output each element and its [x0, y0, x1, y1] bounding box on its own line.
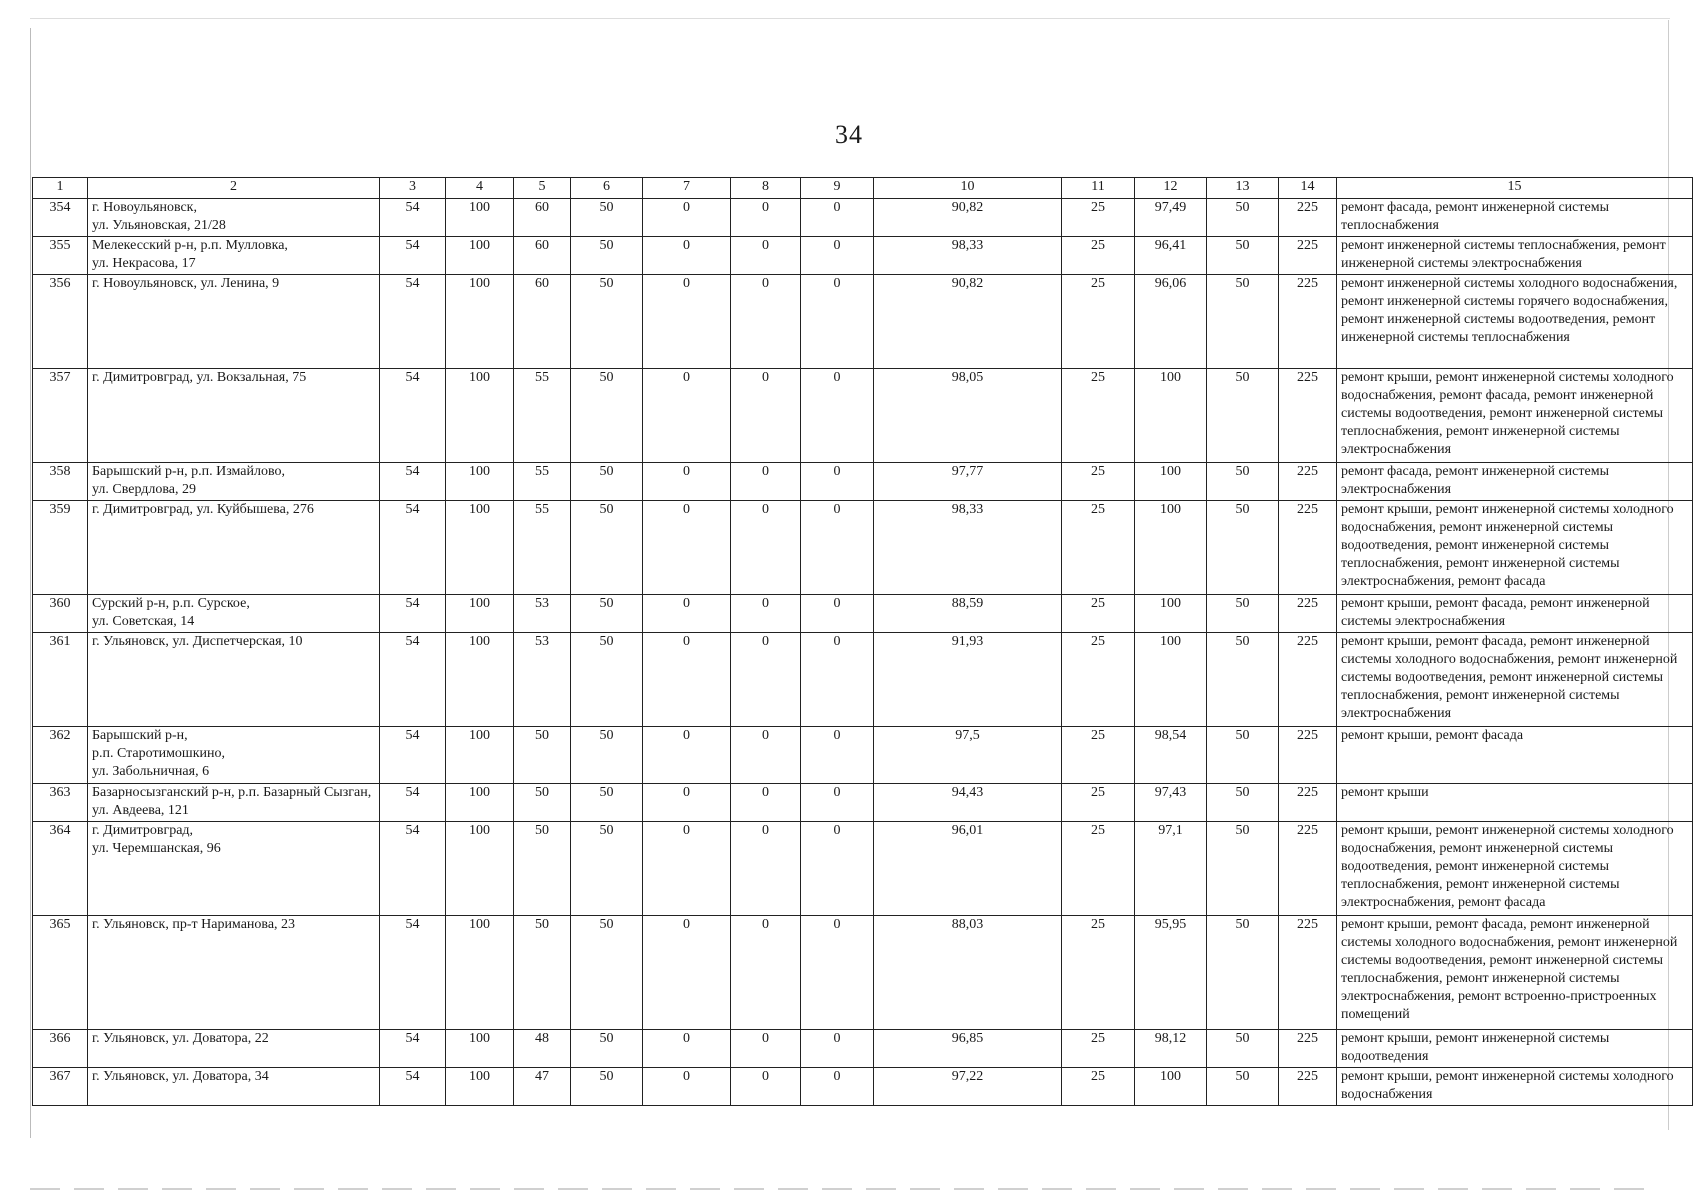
value-cell: 25 — [1062, 1030, 1135, 1068]
value-cell: 0 — [801, 822, 874, 916]
row-number: 366 — [33, 1030, 88, 1068]
row-number: 355 — [33, 237, 88, 275]
table-row — [33, 1068, 1693, 1106]
value-cell: 0 — [801, 1030, 874, 1068]
row-number: 365 — [33, 916, 88, 1030]
value-cell: 88,59 — [874, 595, 1062, 633]
address-cell: Барышский р-н, р.п. Старотимошкино, ул. Забольничная, 6 — [88, 727, 380, 784]
works-cell: ремонт крыши — [1337, 784, 1693, 822]
value-cell: 100 — [446, 727, 514, 784]
row-number: 359 — [33, 501, 88, 595]
table-row — [33, 501, 1693, 595]
address-cell: г. Ульяновск, ул. Доватора, 34 — [88, 1068, 380, 1106]
value-cell: 0 — [801, 916, 874, 1030]
value-cell: 0 — [643, 463, 731, 501]
value-cell: 0 — [731, 275, 801, 369]
address-cell: г. Ульяновск, ул. Доватора, 22 — [88, 1030, 380, 1068]
value-cell: 0 — [731, 237, 801, 275]
table-row — [33, 822, 1693, 916]
works-cell: ремонт крыши, ремонт фасада, ремонт инженерной системы холодного водоснабжения, ремонт инженерной системы водоотведения, ремонт инженерной системы теплоснабжения, ремонт инженерной системы электроснабжения — [1337, 633, 1693, 727]
row-number: 364 — [33, 822, 88, 916]
value-cell: 225 — [1279, 916, 1337, 1030]
table-row — [33, 784, 1693, 822]
column-number: 15 — [1337, 178, 1693, 199]
value-cell: 50 — [1207, 369, 1279, 463]
value-cell: 90,82 — [874, 199, 1062, 237]
value-cell: 50 — [1207, 784, 1279, 822]
value-cell: 0 — [731, 1030, 801, 1068]
value-cell: 50 — [571, 501, 643, 595]
value-cell: 54 — [380, 275, 446, 369]
value-cell: 25 — [1062, 727, 1135, 784]
row-number: 357 — [33, 369, 88, 463]
value-cell: 55 — [514, 501, 571, 595]
value-cell: 225 — [1279, 595, 1337, 633]
value-cell: 50 — [571, 822, 643, 916]
value-cell: 60 — [514, 237, 571, 275]
table-row — [33, 633, 1693, 727]
table-row — [33, 369, 1693, 463]
address-cell: г. Ульяновск, ул. Диспетчерская, 10 — [88, 633, 380, 727]
value-cell: 88,03 — [874, 916, 1062, 1030]
table-row — [33, 463, 1693, 501]
works-cell: ремонт фасада, ремонт инженерной системы электроснабжения — [1337, 463, 1693, 501]
value-cell: 50 — [514, 822, 571, 916]
value-cell: 0 — [731, 633, 801, 727]
value-cell: 0 — [801, 275, 874, 369]
value-cell: 50 — [1207, 822, 1279, 916]
works-cell: ремонт крыши, ремонт инженерной системы холодного водоснабжения, ремонт инженерной системы водоотведения, ремонт инженерной системы теплоснабжения, ремонт инженерной системы электроснабжения, ремонт фасада — [1337, 822, 1693, 916]
value-cell: 50 — [1207, 501, 1279, 595]
value-cell: 0 — [643, 784, 731, 822]
value-cell: 0 — [643, 501, 731, 595]
value-cell: 97,22 — [874, 1068, 1062, 1106]
row-number: 361 — [33, 633, 88, 727]
value-cell: 0 — [801, 369, 874, 463]
value-cell: 0 — [801, 1068, 874, 1106]
table-row — [33, 275, 1693, 369]
value-cell: 50 — [1207, 633, 1279, 727]
value-cell: 0 — [643, 369, 731, 463]
value-cell: 0 — [643, 237, 731, 275]
value-cell: 96,01 — [874, 822, 1062, 916]
value-cell: 0 — [801, 237, 874, 275]
value-cell: 90,82 — [874, 275, 1062, 369]
value-cell: 54 — [380, 199, 446, 237]
value-cell: 0 — [731, 727, 801, 784]
value-cell: 0 — [643, 595, 731, 633]
column-number-row — [33, 178, 1693, 199]
value-cell: 91,93 — [874, 633, 1062, 727]
value-cell: 50 — [1207, 916, 1279, 1030]
works-cell: ремонт фасада, ремонт инженерной системы теплоснабжения — [1337, 199, 1693, 237]
row-number: 360 — [33, 595, 88, 633]
column-number: 1 — [33, 178, 88, 199]
value-cell: 0 — [643, 1030, 731, 1068]
works-cell: ремонт крыши, ремонт инженерной системы холодного водоснабжения, ремонт фасада, ремонт инженерной системы водоотведения, ремонт инженерной системы теплоснабжения, ремонт инженерной системы электроснабжения — [1337, 369, 1693, 463]
address-cell: Барышский р-н, р.п. Измайлово, ул. Свердлова, 29 — [88, 463, 380, 501]
value-cell: 0 — [801, 199, 874, 237]
works-cell: ремонт крыши, ремонт фасада, ремонт инженерной системы электроснабжения — [1337, 595, 1693, 633]
value-cell: 100 — [1135, 501, 1207, 595]
address-cell: г. Новоульяновск, ул. Ульяновская, 21/28 — [88, 199, 380, 237]
row-number: 356 — [33, 275, 88, 369]
column-number: 9 — [801, 178, 874, 199]
value-cell: 100 — [446, 822, 514, 916]
value-cell: 225 — [1279, 727, 1337, 784]
table-row — [33, 1030, 1693, 1068]
value-cell: 50 — [1207, 1068, 1279, 1106]
scan-edge-left — [30, 28, 31, 1138]
value-cell: 25 — [1062, 463, 1135, 501]
value-cell: 0 — [731, 916, 801, 1030]
table-body — [33, 199, 1693, 1106]
value-cell: 25 — [1062, 633, 1135, 727]
column-number: 7 — [643, 178, 731, 199]
value-cell: 225 — [1279, 369, 1337, 463]
works-cell: ремонт крыши, ремонт фасада, ремонт инженерной системы холодного водоснабжения, ремонт инженерной системы водоотведения, ремонт инженерной системы теплоснабжения, ремонт инженерной системы электроснабжения, ремонт встроенно-пристроенных помещений — [1337, 916, 1693, 1030]
value-cell: 225 — [1279, 199, 1337, 237]
repair-register-table — [32, 177, 1693, 1106]
page-number: 34 — [835, 120, 863, 149]
value-cell: 225 — [1279, 275, 1337, 369]
value-cell: 100 — [446, 369, 514, 463]
column-number: 12 — [1135, 178, 1207, 199]
value-cell: 55 — [514, 463, 571, 501]
value-cell: 54 — [380, 237, 446, 275]
value-cell: 0 — [731, 463, 801, 501]
column-number: 11 — [1062, 178, 1135, 199]
value-cell: 50 — [1207, 595, 1279, 633]
value-cell: 0 — [801, 784, 874, 822]
value-cell: 100 — [446, 1068, 514, 1106]
value-cell: 0 — [643, 916, 731, 1030]
value-cell: 0 — [731, 595, 801, 633]
value-cell: 225 — [1279, 237, 1337, 275]
value-cell: 100 — [446, 501, 514, 595]
value-cell: 25 — [1062, 916, 1135, 1030]
value-cell: 0 — [801, 595, 874, 633]
value-cell: 50 — [1207, 463, 1279, 501]
value-cell: 54 — [380, 501, 446, 595]
value-cell: 50 — [571, 275, 643, 369]
value-cell: 100 — [1135, 633, 1207, 727]
value-cell: 50 — [1207, 199, 1279, 237]
works-cell: ремонт крыши, ремонт инженерной системы водоотведения — [1337, 1030, 1693, 1068]
value-cell: 50 — [571, 1030, 643, 1068]
value-cell: 25 — [1062, 784, 1135, 822]
value-cell: 100 — [446, 1030, 514, 1068]
value-cell: 50 — [571, 237, 643, 275]
value-cell: 0 — [643, 1068, 731, 1106]
value-cell: 0 — [801, 463, 874, 501]
column-number: 5 — [514, 178, 571, 199]
value-cell: 0 — [731, 369, 801, 463]
value-cell: 0 — [643, 633, 731, 727]
address-cell: г. Димитровград, ул. Черемшанская, 96 — [88, 822, 380, 916]
works-cell: ремонт крыши, ремонт инженерной системы холодного водоснабжения, ремонт инженерной системы водоотведения, ремонт инженерной системы теплоснабжения, ремонт инженерной системы электроснабжения, ремонт фасада — [1337, 501, 1693, 595]
value-cell: 50 — [571, 727, 643, 784]
value-cell: 50 — [1207, 275, 1279, 369]
address-cell: г. Ульяновск, пр-т Нариманова, 23 — [88, 916, 380, 1030]
value-cell: 100 — [1135, 1068, 1207, 1106]
value-cell: 50 — [571, 199, 643, 237]
table-row — [33, 237, 1693, 275]
value-cell: 100 — [1135, 369, 1207, 463]
value-cell: 50 — [571, 784, 643, 822]
column-number: 4 — [446, 178, 514, 199]
value-cell: 96,41 — [1135, 237, 1207, 275]
value-cell: 97,49 — [1135, 199, 1207, 237]
value-cell: 97,5 — [874, 727, 1062, 784]
value-cell: 97,77 — [874, 463, 1062, 501]
address-cell: Сурский р-н, р.п. Сурское, ул. Советская, 14 — [88, 595, 380, 633]
value-cell: 50 — [514, 727, 571, 784]
value-cell: 25 — [1062, 501, 1135, 595]
value-cell: 0 — [801, 501, 874, 595]
value-cell: 54 — [380, 1030, 446, 1068]
value-cell: 50 — [1207, 1030, 1279, 1068]
value-cell: 100 — [446, 916, 514, 1030]
value-cell: 54 — [380, 822, 446, 916]
value-cell: 54 — [380, 369, 446, 463]
works-cell: ремонт инженерной системы холодного водоснабжения, ремонт инженерной системы горячего водоснабжения, ремонт инженерной системы водоотведения, ремонт инженерной системы теплоснабжения — [1337, 275, 1693, 369]
row-number: 358 — [33, 463, 88, 501]
value-cell: 0 — [731, 784, 801, 822]
value-cell: 98,33 — [874, 237, 1062, 275]
table-row — [33, 595, 1693, 633]
value-cell: 54 — [380, 784, 446, 822]
value-cell: 50 — [571, 369, 643, 463]
value-cell: 54 — [380, 463, 446, 501]
value-cell: 100 — [1135, 595, 1207, 633]
table-row — [33, 199, 1693, 237]
value-cell: 225 — [1279, 1068, 1337, 1106]
scan-edge-top — [30, 18, 1670, 19]
value-cell: 50 — [514, 916, 571, 1030]
works-cell: ремонт крыши, ремонт инженерной системы холодного водоснабжения — [1337, 1068, 1693, 1106]
value-cell: 60 — [514, 275, 571, 369]
value-cell: 0 — [643, 822, 731, 916]
address-cell: г. Новоульяновск, ул. Ленина, 9 — [88, 275, 380, 369]
value-cell: 96,85 — [874, 1030, 1062, 1068]
value-cell: 0 — [731, 1068, 801, 1106]
value-cell: 0 — [643, 275, 731, 369]
column-number: 13 — [1207, 178, 1279, 199]
value-cell: 225 — [1279, 633, 1337, 727]
row-number: 354 — [33, 199, 88, 237]
value-cell: 100 — [446, 463, 514, 501]
value-cell: 97,1 — [1135, 822, 1207, 916]
address-cell: Базарносызганский р-н, р.п. Базарный Сызган, ул. Авдеева, 121 — [88, 784, 380, 822]
value-cell: 225 — [1279, 1030, 1337, 1068]
table-row — [33, 916, 1693, 1030]
value-cell: 50 — [514, 784, 571, 822]
address-cell: Мелекесский р-н, р.п. Мулловка, ул. Некрасова, 17 — [88, 237, 380, 275]
value-cell: 53 — [514, 595, 571, 633]
value-cell: 94,43 — [874, 784, 1062, 822]
value-cell: 225 — [1279, 463, 1337, 501]
scan-noise — [30, 1188, 1650, 1190]
value-cell: 50 — [1207, 237, 1279, 275]
value-cell: 98,54 — [1135, 727, 1207, 784]
value-cell: 0 — [801, 727, 874, 784]
value-cell: 98,12 — [1135, 1030, 1207, 1068]
value-cell: 54 — [380, 1068, 446, 1106]
value-cell: 100 — [446, 199, 514, 237]
column-number: 8 — [731, 178, 801, 199]
value-cell: 225 — [1279, 784, 1337, 822]
column-number: 3 — [380, 178, 446, 199]
value-cell: 54 — [380, 916, 446, 1030]
value-cell: 25 — [1062, 595, 1135, 633]
column-number: 6 — [571, 178, 643, 199]
address-cell: г. Димитровград, ул. Куйбышева, 276 — [88, 501, 380, 595]
value-cell: 55 — [514, 369, 571, 463]
row-number: 367 — [33, 1068, 88, 1106]
value-cell: 98,33 — [874, 501, 1062, 595]
value-cell: 25 — [1062, 369, 1135, 463]
value-cell: 95,95 — [1135, 916, 1207, 1030]
value-cell: 100 — [1135, 463, 1207, 501]
value-cell: 54 — [380, 633, 446, 727]
value-cell: 0 — [801, 633, 874, 727]
value-cell: 50 — [571, 595, 643, 633]
value-cell: 100 — [446, 237, 514, 275]
value-cell: 25 — [1062, 237, 1135, 275]
value-cell: 96,06 — [1135, 275, 1207, 369]
value-cell: 50 — [571, 633, 643, 727]
row-number: 362 — [33, 727, 88, 784]
value-cell: 25 — [1062, 275, 1135, 369]
value-cell: 54 — [380, 595, 446, 633]
value-cell: 97,43 — [1135, 784, 1207, 822]
value-cell: 48 — [514, 1030, 571, 1068]
column-number: 14 — [1279, 178, 1337, 199]
value-cell: 0 — [731, 501, 801, 595]
value-cell: 0 — [643, 199, 731, 237]
value-cell: 50 — [571, 1068, 643, 1106]
value-cell: 225 — [1279, 501, 1337, 595]
value-cell: 0 — [643, 727, 731, 784]
column-number: 10 — [874, 178, 1062, 199]
value-cell: 50 — [1207, 727, 1279, 784]
table-row — [33, 727, 1693, 784]
value-cell: 100 — [446, 784, 514, 822]
value-cell: 98,05 — [874, 369, 1062, 463]
value-cell: 47 — [514, 1068, 571, 1106]
value-cell: 100 — [446, 595, 514, 633]
value-cell: 50 — [571, 916, 643, 1030]
value-cell: 60 — [514, 199, 571, 237]
address-cell: г. Димитровград, ул. Вокзальная, 75 — [88, 369, 380, 463]
value-cell: 0 — [731, 199, 801, 237]
value-cell: 225 — [1279, 822, 1337, 916]
value-cell: 53 — [514, 633, 571, 727]
value-cell: 25 — [1062, 199, 1135, 237]
value-cell: 50 — [571, 463, 643, 501]
value-cell: 0 — [731, 822, 801, 916]
row-number: 363 — [33, 784, 88, 822]
value-cell: 54 — [380, 727, 446, 784]
value-cell: 100 — [446, 275, 514, 369]
works-cell: ремонт крыши, ремонт фасада — [1337, 727, 1693, 784]
value-cell: 100 — [446, 633, 514, 727]
column-number: 2 — [88, 178, 380, 199]
works-cell: ремонт инженерной системы теплоснабжения, ремонт инженерной системы электроснабжения — [1337, 237, 1693, 275]
value-cell: 25 — [1062, 822, 1135, 916]
value-cell: 25 — [1062, 1068, 1135, 1106]
